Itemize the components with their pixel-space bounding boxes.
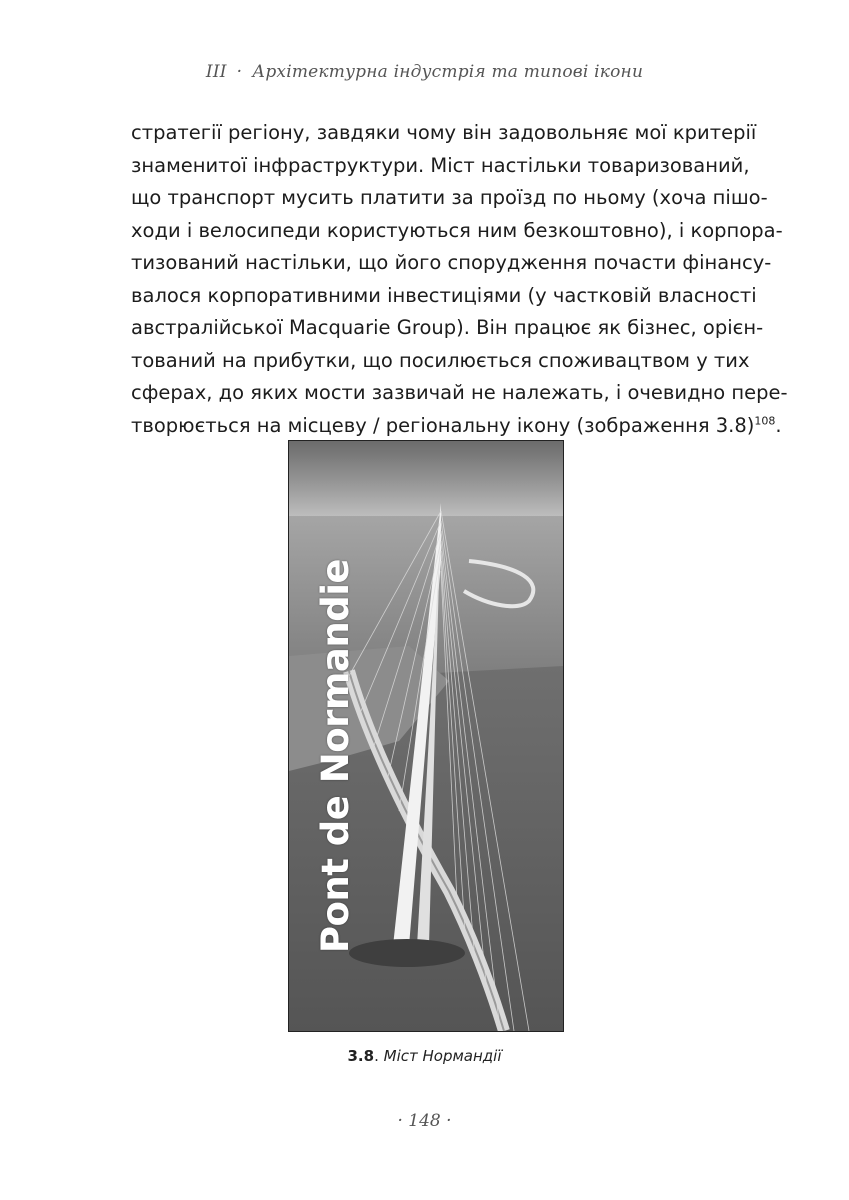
text-line: ходи і велосипеди користуються ним безкоштовно), і корпора- bbox=[131, 218, 783, 242]
text-line: стратегії регіону, завдяки чому він задовольняє мої критерії bbox=[131, 121, 757, 144]
text-line-last bbox=[131, 410, 782, 443]
body-paragraph bbox=[131, 117, 788, 442]
running-head-chapter: III bbox=[205, 62, 227, 82]
running-head bbox=[0, 62, 849, 82]
text-line: тований на прибутки, що посилюється споживацтвом у тих bbox=[131, 348, 750, 372]
footnote-reference[interactable]: 108 bbox=[754, 414, 776, 427]
bridge-photo bbox=[288, 440, 564, 1032]
running-head-separator: · bbox=[236, 62, 243, 82]
running-head-title: Архітектурна індустрія та типові ікони bbox=[252, 62, 644, 82]
page-number: · 148 · bbox=[397, 1111, 452, 1131]
caption-separator: . bbox=[374, 1047, 384, 1065]
text-line: що транспорт мусить платити за проїзд по ньому (хоча пішо- bbox=[131, 186, 768, 209]
figure-caption bbox=[0, 1047, 849, 1065]
caption-text: Міст Нормандії bbox=[383, 1047, 502, 1065]
text-line: знаменитої інфраструктури. Міст настільки товаризований, bbox=[131, 153, 750, 177]
final-punctuation: . bbox=[775, 413, 782, 437]
text-line: австралійської Macquarie Group). Він працює як бізнес, орієн- bbox=[131, 316, 764, 339]
figure-overlay-title: Pont de Normandie bbox=[313, 559, 357, 954]
last-line-text: творюється на місцеву / регіональну ікону (зображення 3.8) bbox=[131, 413, 755, 437]
caption-number: 3.8 bbox=[347, 1047, 375, 1065]
text-line: валося корпоративними інвестиціями (у частковій власності bbox=[131, 283, 757, 307]
text-line: сферах, до яких мости зазвичай не належать, і очевидно пере- bbox=[131, 381, 788, 404]
text-line: тизований настільки, що його спорудження почасти фінансу- bbox=[131, 251, 772, 274]
